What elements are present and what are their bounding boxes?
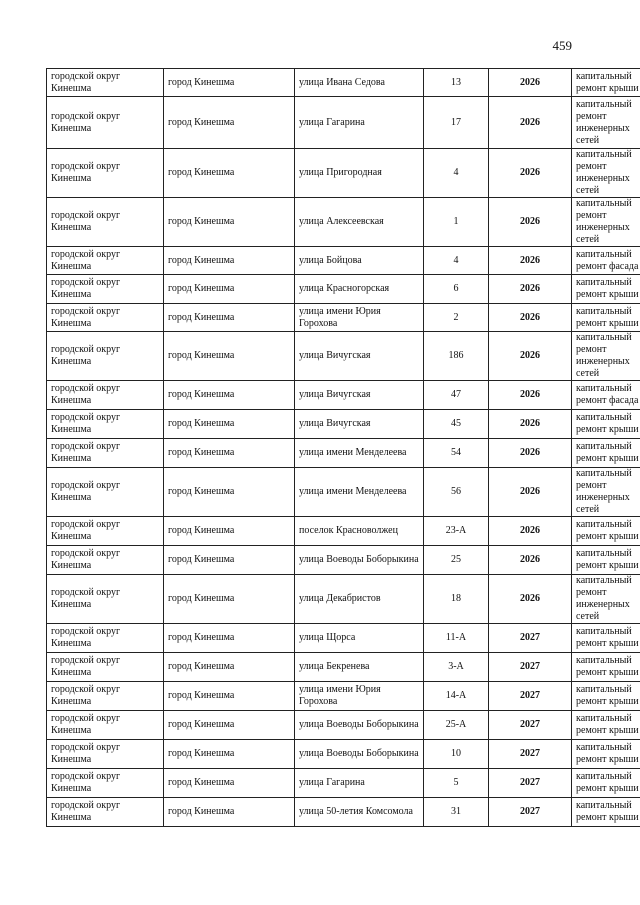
city-cell: город Кинешма — [164, 653, 295, 682]
table-row — [47, 275, 640, 304]
work-type-cell: капитальный ремонт инженерных сетей — [572, 575, 640, 624]
municipality-cell: городской округ Кинешма — [47, 149, 164, 198]
year-cell: 2026 — [489, 304, 572, 332]
street-cell: улица Щорса — [295, 624, 424, 653]
house-number-cell: 54 — [424, 439, 489, 468]
table-row — [47, 546, 640, 575]
city-cell: город Кинешма — [164, 410, 295, 439]
house-number-cell: 31 — [424, 798, 489, 827]
work-type-cell: капитальный ремонт крыши — [572, 740, 640, 769]
house-number-cell: 1 — [424, 198, 489, 247]
municipality-cell: городской округ Кинешма — [47, 381, 164, 410]
city-cell: город Кинешма — [164, 517, 295, 546]
city-cell: город Кинешма — [164, 69, 295, 97]
street-cell: улица Ивана Седова — [295, 69, 424, 97]
municipality-cell: городской округ Кинешма — [47, 468, 164, 517]
repair-schedule-table — [46, 68, 640, 827]
table-row — [47, 711, 640, 740]
house-number-cell: 3-А — [424, 653, 489, 682]
year-cell: 2026 — [489, 468, 572, 517]
year-cell: 2026 — [489, 97, 572, 149]
house-number-cell: 18 — [424, 575, 489, 624]
house-number-cell: 10 — [424, 740, 489, 769]
municipality-cell: городской округ Кинешма — [47, 69, 164, 97]
municipality-cell: городской округ Кинешма — [47, 624, 164, 653]
year-cell: 2026 — [489, 381, 572, 410]
work-type-cell: капитальный ремонт крыши — [572, 711, 640, 740]
work-type-cell: капитальный ремонт крыши — [572, 682, 640, 711]
work-type-cell: капитальный ремонт фасада — [572, 247, 640, 275]
table-body — [47, 69, 640, 827]
municipality-cell: городской округ Кинешма — [47, 97, 164, 149]
year-cell: 2027 — [489, 711, 572, 740]
city-cell: город Кинешма — [164, 798, 295, 827]
municipality-cell: городской округ Кинешма — [47, 410, 164, 439]
house-number-cell: 4 — [424, 247, 489, 275]
page-number: 459 — [552, 38, 572, 53]
year-cell: 2026 — [489, 275, 572, 304]
work-type-cell: капитальный ремонт крыши — [572, 517, 640, 546]
work-type-cell: капитальный ремонт инженерных сетей — [572, 332, 640, 381]
municipality-cell: городской округ Кинешма — [47, 247, 164, 275]
street-cell: улица 50-летия Комсомола — [295, 798, 424, 827]
house-number-cell: 56 — [424, 468, 489, 517]
house-number-cell: 6 — [424, 275, 489, 304]
street-cell: улица имени Юрия Горохова — [295, 304, 424, 332]
work-type-cell: капитальный ремонт крыши — [572, 439, 640, 468]
city-cell: город Кинешма — [164, 247, 295, 275]
table-row — [47, 304, 640, 332]
table-row — [47, 149, 640, 198]
city-cell: город Кинешма — [164, 575, 295, 624]
year-cell: 2026 — [489, 332, 572, 381]
work-type-cell: капитальный ремонт фасада — [572, 381, 640, 410]
city-cell: город Кинешма — [164, 439, 295, 468]
house-number-cell: 17 — [424, 97, 489, 149]
table-row — [47, 624, 640, 653]
municipality-cell: городской округ Кинешма — [47, 275, 164, 304]
work-type-cell: капитальный ремонт инженерных сетей — [572, 97, 640, 149]
municipality-cell: городской округ Кинешма — [47, 332, 164, 381]
city-cell: город Кинешма — [164, 275, 295, 304]
city-cell: город Кинешма — [164, 546, 295, 575]
work-type-cell: капитальный ремонт инженерных сетей — [572, 468, 640, 517]
house-number-cell: 2 — [424, 304, 489, 332]
year-cell: 2026 — [489, 198, 572, 247]
year-cell: 2026 — [489, 410, 572, 439]
city-cell: город Кинешма — [164, 332, 295, 381]
table-row — [47, 381, 640, 410]
table-row — [47, 682, 640, 711]
year-cell: 2026 — [489, 439, 572, 468]
street-cell: улица Воеводы Боборыкина — [295, 711, 424, 740]
table-row — [47, 69, 640, 97]
city-cell: город Кинешма — [164, 149, 295, 198]
house-number-cell: 25-А — [424, 711, 489, 740]
municipality-cell: городской округ Кинешма — [47, 546, 164, 575]
street-cell: улица Вичугская — [295, 381, 424, 410]
work-type-cell: капитальный ремонт крыши — [572, 410, 640, 439]
year-cell: 2026 — [489, 149, 572, 198]
work-type-cell: капитальный ремонт крыши — [572, 769, 640, 798]
work-type-cell: капитальный ремонт крыши — [572, 69, 640, 97]
municipality-cell: городской округ Кинешма — [47, 304, 164, 332]
table-row — [47, 198, 640, 247]
street-cell: улица Декабристов — [295, 575, 424, 624]
street-cell: улица Вичугская — [295, 332, 424, 381]
street-cell: улица Пригородная — [295, 149, 424, 198]
table-row — [47, 410, 640, 439]
table-row — [47, 517, 640, 546]
city-cell: город Кинешма — [164, 97, 295, 149]
street-cell: улица имени Менделеева — [295, 439, 424, 468]
table-row — [47, 247, 640, 275]
work-type-cell: капитальный ремонт инженерных сетей — [572, 149, 640, 198]
year-cell: 2026 — [489, 69, 572, 97]
city-cell: город Кинешма — [164, 769, 295, 798]
city-cell: город Кинешма — [164, 682, 295, 711]
city-cell: город Кинешма — [164, 381, 295, 410]
table-row — [47, 468, 640, 517]
street-cell: улица Гагарина — [295, 97, 424, 149]
street-cell: поселок Красноволжец — [295, 517, 424, 546]
house-number-cell: 14-А — [424, 682, 489, 711]
year-cell: 2027 — [489, 769, 572, 798]
house-number-cell: 186 — [424, 332, 489, 381]
work-type-cell: капитальный ремонт инженерных сетей — [572, 198, 640, 247]
year-cell: 2027 — [489, 653, 572, 682]
house-number-cell: 5 — [424, 769, 489, 798]
work-type-cell: капитальный ремонт крыши — [572, 653, 640, 682]
house-number-cell: 13 — [424, 69, 489, 97]
table-row — [47, 97, 640, 149]
work-type-cell: капитальный ремонт крыши — [572, 275, 640, 304]
year-cell: 2027 — [489, 682, 572, 711]
municipality-cell: городской округ Кинешма — [47, 517, 164, 546]
municipality-cell: городской округ Кинешма — [47, 740, 164, 769]
street-cell: улица Гагарина — [295, 769, 424, 798]
year-cell: 2026 — [489, 546, 572, 575]
city-cell: город Кинешма — [164, 198, 295, 247]
year-cell: 2027 — [489, 624, 572, 653]
house-number-cell: 25 — [424, 546, 489, 575]
municipality-cell: городской округ Кинешма — [47, 798, 164, 827]
street-cell: улица Алексеевская — [295, 198, 424, 247]
year-cell: 2026 — [489, 575, 572, 624]
street-cell: улица имени Юрия Горохова — [295, 682, 424, 711]
street-cell: улица Бекренева — [295, 653, 424, 682]
city-cell: город Кинешма — [164, 711, 295, 740]
table-row — [47, 439, 640, 468]
city-cell: город Кинешма — [164, 624, 295, 653]
table-row — [47, 332, 640, 381]
table-row — [47, 798, 640, 827]
work-type-cell: капитальный ремонт крыши — [572, 624, 640, 653]
year-cell: 2026 — [489, 247, 572, 275]
table-row — [47, 769, 640, 798]
municipality-cell: городской округ Кинешма — [47, 769, 164, 798]
work-type-cell: капитальный ремонт крыши — [572, 546, 640, 575]
municipality-cell: городской округ Кинешма — [47, 198, 164, 247]
house-number-cell: 11-А — [424, 624, 489, 653]
street-cell: улица имени Менделеева — [295, 468, 424, 517]
work-type-cell: капитальный ремонт крыши — [572, 304, 640, 332]
municipality-cell: городской округ Кинешма — [47, 653, 164, 682]
year-cell: 2027 — [489, 798, 572, 827]
city-cell: город Кинешма — [164, 468, 295, 517]
table-row — [47, 575, 640, 624]
year-cell: 2026 — [489, 517, 572, 546]
municipality-cell: городской округ Кинешма — [47, 439, 164, 468]
city-cell: город Кинешма — [164, 740, 295, 769]
municipality-cell: городской округ Кинешма — [47, 682, 164, 711]
street-cell: улица Воеводы Боборыкина — [295, 740, 424, 769]
house-number-cell: 47 — [424, 381, 489, 410]
year-cell: 2027 — [489, 740, 572, 769]
municipality-cell: городской округ Кинешма — [47, 575, 164, 624]
street-cell: улица Вичугская — [295, 410, 424, 439]
house-number-cell: 23-А — [424, 517, 489, 546]
street-cell: улица Бойцова — [295, 247, 424, 275]
table-row — [47, 653, 640, 682]
street-cell: улица Красногорская — [295, 275, 424, 304]
city-cell: город Кинешма — [164, 304, 295, 332]
work-type-cell: капитальный ремонт крыши — [572, 798, 640, 827]
table-row — [47, 740, 640, 769]
house-number-cell: 4 — [424, 149, 489, 198]
street-cell: улица Воеводы Боборыкина — [295, 546, 424, 575]
house-number-cell: 45 — [424, 410, 489, 439]
municipality-cell: городской округ Кинешма — [47, 711, 164, 740]
